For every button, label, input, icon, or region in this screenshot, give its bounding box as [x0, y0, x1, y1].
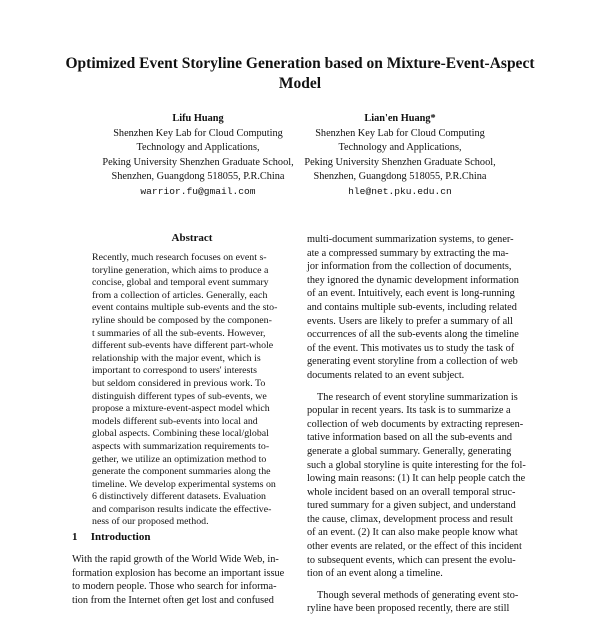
author-name: Lian'en Huang* [364, 113, 436, 124]
section-title: Introduction [90, 531, 151, 543]
text-line: concise, global and temporal event summary [92, 277, 269, 289]
text-line: Recently, much research focuses on event s- [92, 252, 267, 263]
text-line: such a global storyline is quite interesting for the fol- [307, 459, 526, 471]
text-line: ryline have been proposed recently, there are still [307, 603, 510, 615]
text-line: models different sub-events into local and [92, 415, 258, 427]
right-column [307, 233, 532, 624]
text-line: With the rapid growth of the World Wide Web, in- [72, 554, 279, 565]
text-line: tion from the Internet often get lost and confused [72, 595, 274, 607]
text-line: multi-document summarization systems, to gener- [307, 234, 514, 245]
author-email: hle@net.pku.edu.cn [348, 185, 452, 197]
text-line: of an event. (2) It can also make people know what [307, 527, 518, 539]
text-line: popular in recent years. Its task is to summarize a [307, 405, 511, 417]
text-line: relationship with the major event, which is [92, 352, 261, 364]
affiliation-line: Shenzhen, Guangdong 518055, P.R.China [111, 171, 285, 183]
author-email: warrior.fu@gmail.com [140, 185, 256, 197]
text-line: global aspects. Combining these local/global [92, 428, 269, 440]
title-line: Model [278, 75, 322, 92]
text-line: they ignored the dynamic development information [307, 274, 519, 286]
text-line: ate a compressed summary by extracting the ma- [307, 247, 509, 259]
text-line: important to correspond to users' interests [92, 365, 257, 377]
text-line: ryline should be composed by the componen- [92, 314, 272, 326]
text-line: timeline. We develop experimental systems on [92, 478, 276, 490]
text-line: tion of an event along a timeline. [307, 568, 443, 580]
author-block-2 [300, 112, 500, 200]
affiliation-line: Technology and Applications, [136, 142, 260, 154]
text-line: Though several methods of generating event sto- [317, 589, 519, 601]
text-line: formation explosion has become an important issue [72, 567, 285, 579]
text-line: ness of our proposed method. [92, 516, 209, 528]
text-line: gether, we utilize an optimization method to [92, 453, 267, 465]
paper-title [60, 54, 540, 94]
paragraph [307, 391, 532, 581]
text-line: tative information based on all the sub-events and [307, 432, 513, 444]
text-line: t summaries of all the sub-events. However, [92, 327, 266, 339]
text-line: whole incident based on an overall temporal struc- [307, 486, 516, 498]
text-line: 6 distinctively different datasets. Evaluation [92, 491, 266, 503]
text-line: and comparison results indicate the effective- [92, 503, 272, 515]
affiliation-line: Peking University Shenzhen Graduate School, [304, 156, 496, 168]
affiliation-line: Technology and Applications, [338, 142, 462, 154]
text-line: propose a mixture-event-aspect model which [92, 403, 270, 415]
text-line: occurrences of all the sub-events along the timeline [307, 329, 519, 341]
author-name: Lifu Huang [172, 113, 224, 124]
section-heading [72, 531, 150, 543]
paragraph [307, 589, 532, 616]
text-line: jor information from the collection of documents, [307, 261, 512, 273]
title-line: Optimized Event Storyline Generation based on Mixture-Event-Aspect [65, 55, 535, 72]
affiliation-line: Shenzhen Key Lab for Cloud Computing [315, 127, 485, 139]
author-block-1 [98, 112, 298, 200]
text-line: tured summary for a given subject, and understand [307, 500, 516, 512]
text-line: The research of event storyline summarization is [317, 391, 518, 403]
text-line: and contains multiple sub-events, including related [307, 301, 517, 313]
text-line: but seldom considered in previous work. To [92, 377, 266, 389]
abstract-body [92, 252, 292, 529]
section-number: 1 [72, 531, 78, 543]
text-line: generate a global summary. Generally, generating [307, 445, 512, 457]
text-line: collection of web documents by extracting represen- [307, 418, 524, 430]
affiliation-line: Shenzhen Key Lab for Cloud Computing [113, 127, 283, 139]
text-line: events. Users are likely to prefer a summary of all [307, 315, 513, 327]
text-line: from a collection of articles. Generally, each [92, 289, 268, 301]
text-line: other events are related, or the effect of this incident [307, 541, 522, 553]
paragraph [307, 233, 532, 383]
text-line: toryline generation, which aims to produce a [92, 264, 269, 276]
affiliation-line: Shenzhen, Guangdong 518055, P.R.China [313, 171, 487, 183]
text-line: lowing main reasons: (1) It can help people catch the [307, 473, 526, 485]
text-line: to subsequent events, which can present the evolu- [307, 554, 516, 566]
text-line: the cause, climax, development process and result [307, 513, 513, 525]
text-line: aspects with summarization requirements to- [92, 440, 270, 452]
text-line: to modern people. Those who search for informa- [72, 581, 277, 593]
text-line: generate the component summaries along the [92, 466, 271, 478]
text-line: generating event storyline from a collection of web [307, 356, 518, 368]
text-line: documents related to an event subject. [307, 369, 465, 381]
text-line: of the event. This motivates us to study the task of [307, 342, 515, 354]
affiliation-line: Peking University Shenzhen Graduate School, [102, 156, 294, 168]
text-line: of an event. Intuitively, each event is long-running [307, 288, 515, 300]
abstract-heading: Abstract [171, 232, 213, 244]
text-line: distinguish different types of sub-events, we [92, 390, 267, 402]
text-line: different sub-events have different part-whole [92, 340, 274, 352]
text-line: event contains multiple sub-events and the sto- [92, 302, 278, 314]
